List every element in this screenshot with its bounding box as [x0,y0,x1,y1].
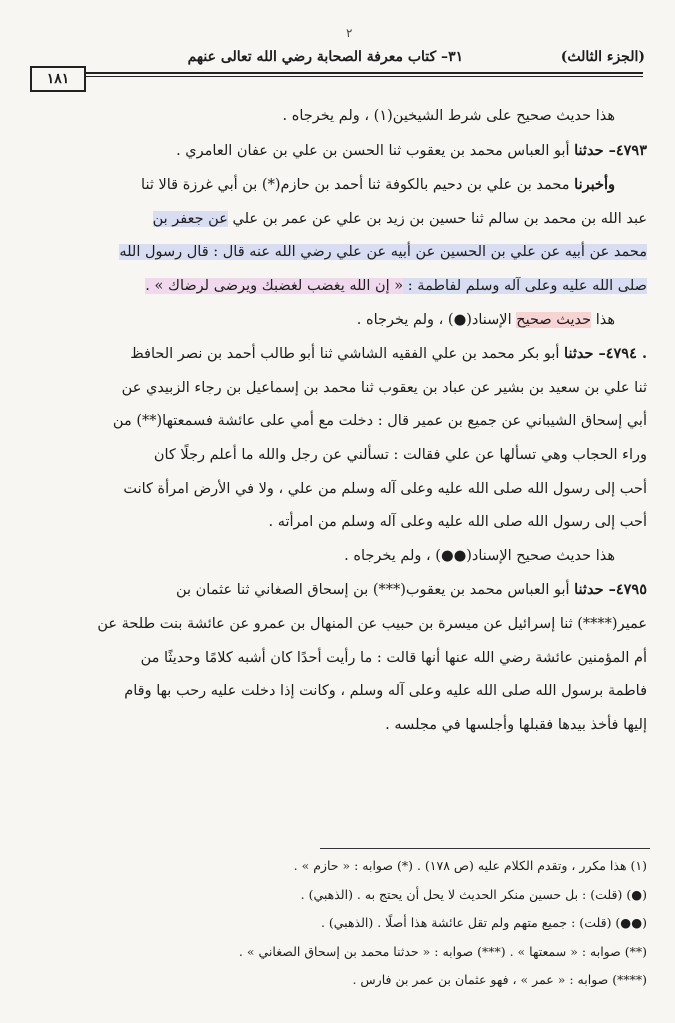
text-line: عمير(****) ثنا إسرائيل عن ميسرة بن حبيب عن المنهال بن عمرو عن عائشة بنت طلحة عن [97,615,647,632]
main-text [32,100,647,742]
highlighted-text: محمد عن أبيه عن علي بن الحسين عن أبيه عن علي رضي الله عنه قال : قال رسول الله [119,244,647,261]
hadith-4793 [32,134,647,169]
margin-mark: ٢ [346,26,353,40]
hadith-text: أبو بكر محمد بن علي الفقيه الشاشي ثنا أبو طالب أحمد بن نصر الحافظ [130,346,565,363]
verdict-line: هذا حديث صحيح الإسناد(●●) ، ولم يخرجاه . [344,547,615,564]
hadith-4794 [32,337,647,372]
page-number: ١٨١ [30,66,86,92]
footnote: (****) صوابه : « عمر » ، فهو عثمان بن عمر بن فارس . [352,972,647,987]
hadith-4795 [32,573,647,608]
text-line: فاطمة برسول الله صلى الله عليه وعلى آله وسلم ، وكانت إذا دخلت عليه رحب بها وقام [124,683,647,700]
chain-line [32,236,647,270]
second-chain [32,168,647,203]
chain-text: محمد بن علي بن دحيم بالكوفة ثنا أحمد بن حازم(*) بن أبي غرزة قالا ثنا [141,177,575,194]
text-line: وراء الحجاب وهي تسألها عن علي فقالت : تسألني عن رجل والله ما أعلم رجلًا كان [153,446,647,463]
chain-line [32,203,647,237]
text-line: أحب إلى رسول الله صلى الله عليه وعلى آله وسلم من امرأته . [268,514,647,531]
text-line: أبي إسحاق الشيباني عن جميع بن عمير قال : دخلت مع أمي على عائشة فسمعتها(**) من [112,413,647,430]
footnote: (●●) (قلت) : جميع متهم ولم تقل عائشة هذا أصلًا . (الذهبي) . [320,915,647,930]
verdict-text: هذا [591,311,615,328]
footnote: (**) صوابه : « سمعتها » . (***) صوابه : « حدثنا محمد بن إسحاق الصغاني » . [238,943,647,959]
chain-text: عبد الله بن محمد بن سالم ثنا حسين بن زيد بن علي عن عمر بن علي [227,210,647,227]
footnote: (١) هذا مكرر ، وتقدم الكلام عليه (ص ١٧٨) . (*) صوابه : « حازم » . [293,858,647,873]
chain-lead: وأخبرنا [574,176,615,194]
chapter-title: ٣١– كتاب معرفة الصحابة رضي الله تعالى عنهم [187,49,464,65]
highlighted-matn: « إن الله يغضب لغضبك ويرضى لرضاك » . [145,277,404,294]
hadith-text: أبو العباس محمد بن يعقوب ثنا الحسن بن علي بن عفان العامري . [176,142,575,159]
footnote: (●) (قلت) : بل حسين منكر الحديث لا يحل أن يحتج به . (الذهبي) . [300,886,647,902]
matn-line [32,270,647,304]
hadith-number: . ٤٧٩٤– حدثنا [564,345,647,363]
verdict-text: الإسناد(●) ، ولم يخرجاه . [356,311,517,328]
verdict-line [32,304,647,338]
hadith-text: أبو العباس محمد بن يعقوب(***) بن إسحاق الصغاني ثنا عثمان بن [175,582,575,599]
text-line: أم المؤمنين عائشة رضي الله عنها أنها قالت : ما رأيت أحدًا كان أشبه كلامًا وحديثًا من [140,649,647,666]
hadith-number: ٤٧٩٣– حدثنا [574,141,647,159]
text-line: إليها فأخذ بيدها فقبلها وأجلسها في مجلسه . [385,716,647,733]
footnote-rule [320,848,650,849]
highlighted-text: صلى الله عليه وعلى آله وسلم لفاطمة : [403,277,647,294]
highlighted-text: عن جعفر بن [152,210,228,227]
verdict-line: هذا حديث صحيح على شرط الشيخين(١) ، ولم يخرجاه . [282,108,615,124]
header-rule [30,72,643,74]
footnotes [32,852,647,995]
volume-label: (الجزء الثالث) [560,49,645,65]
hadith-number: ٤٧٩٥– حدثنا [574,581,647,599]
running-header [30,44,645,70]
text-line: أحب إلى رسول الله صلى الله عليه وعلى آله وسلم من علي ، ولا في الأرض امرأة كانت [123,480,647,497]
text-line: ثنا علي بن سعيد بن بشير عن عباد بن يعقوب ثنا محمد بن إسماعيل بن رجاء الزبيدي عن [121,379,647,396]
highlighted-text: حديث صحيح [516,311,592,328]
header-rule-thin [30,76,643,77]
